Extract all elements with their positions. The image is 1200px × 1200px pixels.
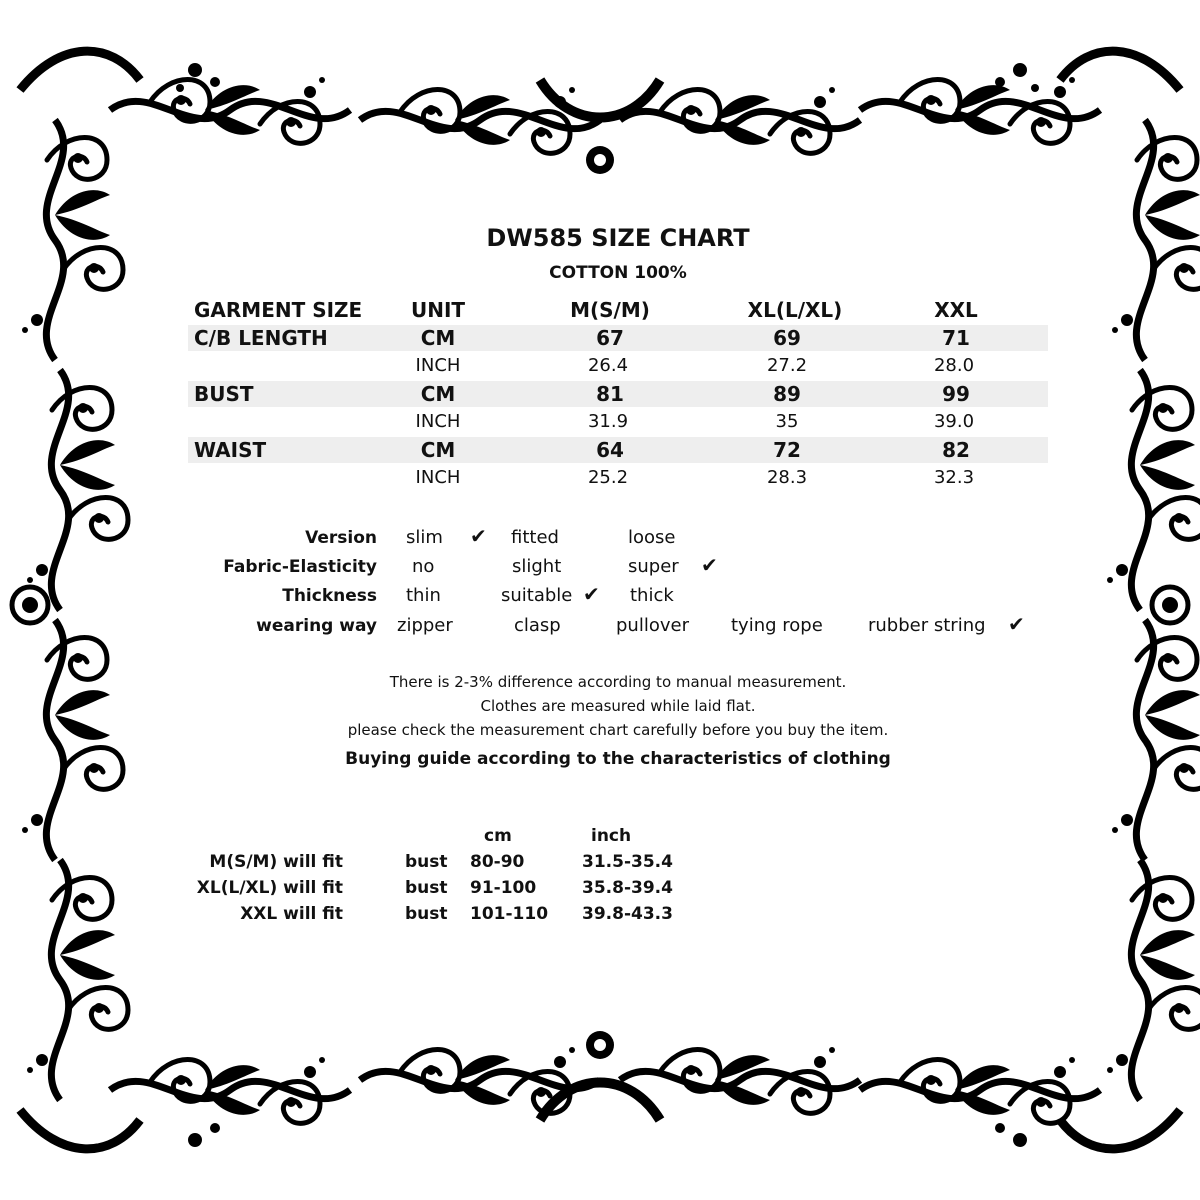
value-cell: 28.3 (766, 467, 808, 488)
check-icon: ✔ (583, 582, 600, 606)
fit-cm: 80-90 (470, 852, 525, 872)
option-rubber-string: rubber string (868, 615, 986, 636)
unit-cell: CM (420, 438, 456, 462)
fit-cm: 91-100 (470, 878, 537, 898)
value-cell: 64 (596, 438, 624, 462)
value-cell: 35 (775, 411, 799, 432)
value-cell: 82 (942, 438, 970, 462)
fit-inch: 39.8-43.3 (582, 904, 673, 924)
value-cell: 39.0 (933, 411, 975, 432)
value-cell: 31.9 (587, 411, 629, 432)
version-label: Version (305, 528, 377, 548)
value-cell: 67 (596, 326, 624, 350)
value-cell: 32.3 (933, 467, 975, 488)
measure-label: WAIST (194, 438, 267, 462)
value-cell: 99 (942, 382, 970, 406)
fit-size-label: XL(L/XL) will fit (196, 878, 343, 898)
value-cell: 28.0 (933, 355, 975, 376)
fabric-subtitle: COTTON 100% (549, 263, 687, 283)
header-size-xxl: XXL (934, 298, 978, 322)
note-line: Clothes are measured while laid flat. (480, 697, 756, 715)
option-thick: thick (630, 585, 674, 606)
fit-part: bust (405, 904, 448, 924)
header-size-xl: XL(L/XL) (747, 298, 843, 322)
fit-cm: 101-110 (470, 904, 549, 924)
chart-title: DW585 SIZE CHART (486, 224, 750, 252)
fit-size-label: XXL will fit (240, 904, 343, 924)
fit-part: bust (405, 852, 448, 872)
unit-cell: INCH (415, 411, 461, 432)
option-thin: thin (406, 585, 441, 606)
unit-cell: CM (420, 382, 456, 406)
thickness-label: Thickness (282, 586, 377, 606)
buying-guide-title: Buying guide according to the characteristics of clothing (345, 749, 891, 769)
option-tying-rope: tying rope (731, 615, 823, 636)
check-icon: ✔ (1008, 612, 1025, 636)
value-cell: 89 (773, 382, 801, 406)
option-zipper: zipper (397, 615, 453, 636)
option-no: no (412, 556, 435, 577)
option-slim: slim (406, 527, 443, 548)
value-cell: 26.4 (587, 355, 629, 376)
option-loose: loose (628, 527, 676, 548)
value-cell: 71 (942, 326, 970, 350)
check-icon: ✔ (701, 553, 718, 577)
header-unit: UNIT (410, 298, 466, 322)
fit-inch: 35.8-39.4 (582, 878, 673, 898)
value-cell: 81 (596, 382, 624, 406)
header-size-m: M(S/M) (570, 298, 650, 322)
fit-header-cm: cm (484, 826, 512, 846)
option-pullover: pullover (616, 615, 689, 636)
fit-header-inch: inch (591, 826, 632, 846)
unit-cell: CM (420, 326, 456, 350)
value-cell: 25.2 (587, 467, 629, 488)
fit-part: bust (405, 878, 448, 898)
value-cell: 72 (773, 438, 801, 462)
header-garment-size: GARMENT SIZE (194, 298, 363, 322)
option-clasp: clasp (514, 615, 561, 636)
option-suitable: suitable (501, 585, 573, 606)
value-cell: 69 (773, 326, 801, 350)
measure-label: BUST (194, 382, 254, 406)
note-line: There is 2-3% difference according to manual measurement. (389, 673, 847, 691)
unit-cell: INCH (415, 467, 461, 488)
check-icon: ✔ (470, 524, 487, 548)
unit-cell: INCH (415, 355, 461, 376)
option-fitted: fitted (511, 527, 559, 548)
fit-size-label: M(S/M) will fit (209, 852, 343, 872)
option-super: super (628, 556, 679, 577)
fit-inch: 31.5-35.4 (582, 852, 673, 872)
option-slight: slight (512, 556, 562, 577)
elasticity-label: Fabric-Elasticity (223, 557, 377, 577)
wearing-way-label: wearing way (256, 616, 377, 636)
measure-label: C/B LENGTH (194, 326, 328, 350)
note-line: please check the measurement chart carefully before you buy the item. (347, 721, 889, 739)
value-cell: 27.2 (766, 355, 808, 376)
